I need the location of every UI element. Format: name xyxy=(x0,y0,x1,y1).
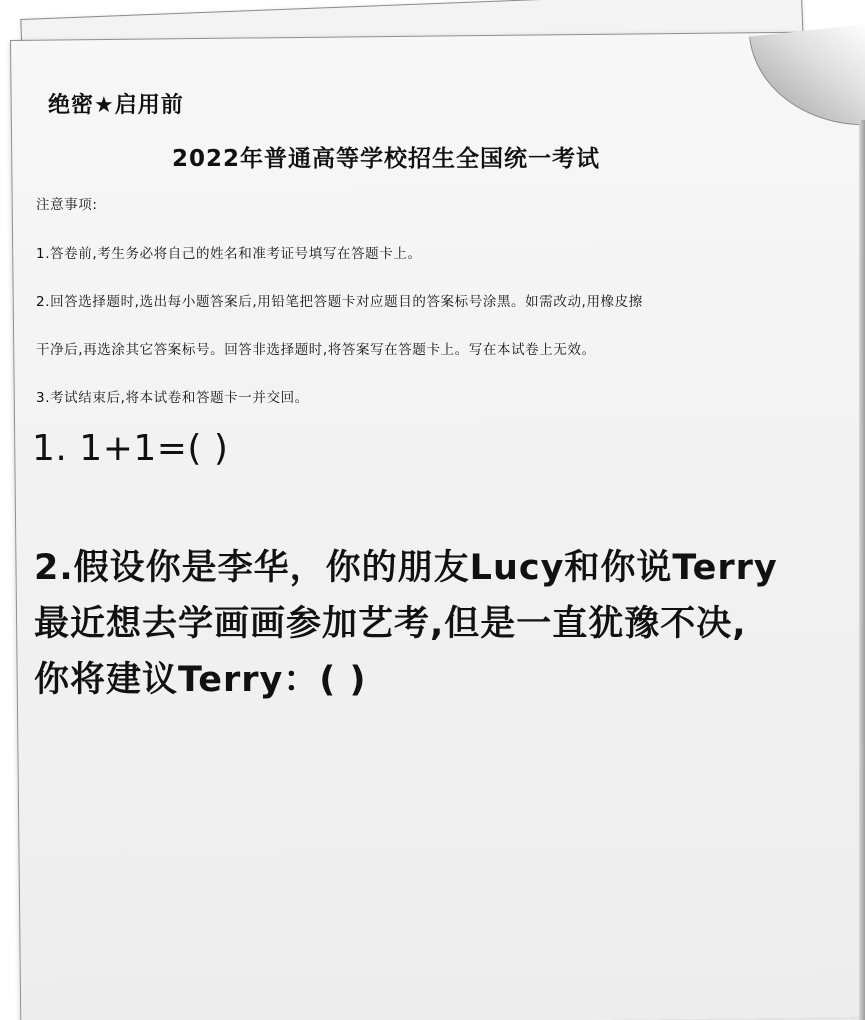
exam-title: 2022年普通高等学校招生全国统一考试 xyxy=(172,146,601,172)
question-1: 1. 1+1=( ) xyxy=(32,428,229,469)
note-item: 3.考试结束后,将本试卷和答题卡一并交回。 xyxy=(36,390,309,406)
note-item: 2.回答选择题时,选出每小题答案后,用铅笔把答题卡对应题目的答案标号涂黑。如需改动,用橡皮擦 xyxy=(36,294,643,310)
notes-title: 注意事项: xyxy=(36,197,98,213)
note-item: 干净后,再选涂其它答案标号。回答非选择题时,将答案写在答题卡上。写在本试卷上无效。 xyxy=(36,342,596,358)
exam-paper-sheet xyxy=(10,31,865,1020)
confidential-label: 绝密★启用前 xyxy=(48,93,184,118)
question-2-line: 2.假设你是李华，你的朋友Lucy和你说Terry xyxy=(34,548,778,588)
paper-edge-shadow xyxy=(859,120,865,1020)
note-item: 1.答卷前,考生务必将自己的姓名和准考证号填写在答题卡上。 xyxy=(36,246,422,262)
question-2-line: 最近想去学画画参加艺考,但是一直犹豫不决, xyxy=(34,604,747,644)
question-2-line: 你将建议Terry：( ) xyxy=(34,660,367,700)
